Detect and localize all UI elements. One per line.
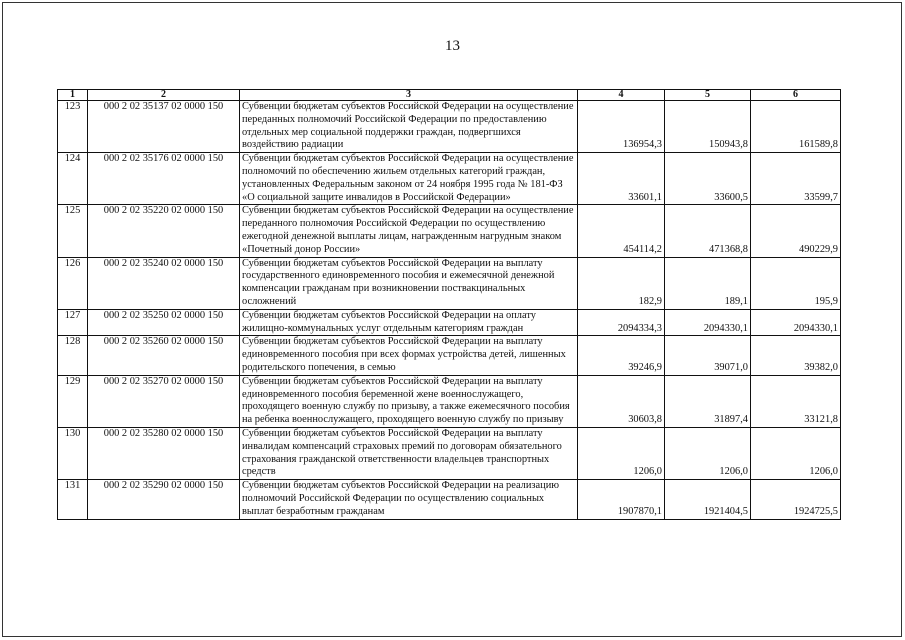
amount-col-6: 490229,9 xyxy=(751,205,841,257)
amount-col-5: 1921404,5 xyxy=(665,480,751,519)
budget-code: 000 2 02 35176 02 0000 150 xyxy=(88,153,240,205)
column-header: 1 xyxy=(58,90,88,101)
amount-col-6: 195,9 xyxy=(751,257,841,309)
row-number: 130 xyxy=(58,427,88,479)
table-row xyxy=(58,336,841,375)
amount-col-5: 33600,5 xyxy=(665,153,751,205)
table-row xyxy=(58,375,841,427)
page-number: 13 xyxy=(445,38,460,54)
amount-col-5: 31897,4 xyxy=(665,375,751,427)
amount-col-4: 454114,2 xyxy=(578,205,665,257)
row-number: 129 xyxy=(58,375,88,427)
table-row xyxy=(58,101,841,153)
amount-col-5: 471368,8 xyxy=(665,205,751,257)
row-number: 127 xyxy=(58,309,88,336)
budget-table xyxy=(57,89,841,520)
budget-code: 000 2 02 35220 02 0000 150 xyxy=(88,205,240,257)
row-number: 125 xyxy=(58,205,88,257)
amount-col-5: 1206,0 xyxy=(665,427,751,479)
amount-col-4: 136954,3 xyxy=(578,101,665,153)
amount-col-5: 150943,8 xyxy=(665,101,751,153)
budget-code: 000 2 02 35250 02 0000 150 xyxy=(88,309,240,336)
row-number: 123 xyxy=(58,101,88,153)
row-number: 126 xyxy=(58,257,88,309)
revenue-name: Субвенции бюджетам субъектов Российской Федерации на осуществление переданного полномочия Российской Федерации по осуществлению ежегодной денежной выплаты лицам, награжденным нагрудным знаком «Почетный донор России» xyxy=(240,205,578,257)
amount-col-4: 2094334,3 xyxy=(578,309,665,336)
amount-col-5: 189,1 xyxy=(665,257,751,309)
amount-col-4: 182,9 xyxy=(578,257,665,309)
column-header: 5 xyxy=(665,90,751,101)
amount-col-6: 1206,0 xyxy=(751,427,841,479)
amount-col-6: 1924725,5 xyxy=(751,480,841,519)
amount-col-4: 33601,1 xyxy=(578,153,665,205)
table-row xyxy=(58,427,841,479)
budget-code: 000 2 02 35260 02 0000 150 xyxy=(88,336,240,375)
column-header: 4 xyxy=(578,90,665,101)
amount-col-6: 161589,8 xyxy=(751,101,841,153)
column-header: 3 xyxy=(240,90,578,101)
table-row xyxy=(58,480,841,519)
amount-col-6: 39382,0 xyxy=(751,336,841,375)
row-number: 124 xyxy=(58,153,88,205)
budget-code: 000 2 02 35137 02 0000 150 xyxy=(88,101,240,153)
amount-col-6: 33121,8 xyxy=(751,375,841,427)
column-header: 6 xyxy=(751,90,841,101)
amount-col-4: 39246,9 xyxy=(578,336,665,375)
revenue-name: Субвенции бюджетам субъектов Российской Федерации на выплату единовременного пособия беременной жене военнослужащего, проходящего военную службу по призыву, а также ежемесячного пособия на ребенка военнослужащего, проходящего военную службу по призыву xyxy=(240,375,578,427)
budget-code: 000 2 02 35240 02 0000 150 xyxy=(88,257,240,309)
row-number: 128 xyxy=(58,336,88,375)
revenue-name: Субвенции бюджетам субъектов Российской Федерации на выплату государственного единовременного пособия и ежемесячной денежной компенсации гражданам при возникновении поствакцинальных осложнений xyxy=(240,257,578,309)
table-row xyxy=(58,205,841,257)
budget-code: 000 2 02 35290 02 0000 150 xyxy=(88,480,240,519)
amount-col-6: 2094330,1 xyxy=(751,309,841,336)
amount-col-6: 33599,7 xyxy=(751,153,841,205)
amount-col-4: 1907870,1 xyxy=(578,480,665,519)
budget-code: 000 2 02 35270 02 0000 150 xyxy=(88,375,240,427)
revenue-name: Субвенции бюджетам субъектов Российской Федерации на осуществление переданных полномочий Российской Федерации по предоставлению отдельных мер социальной поддержки граждан, подвергшихся воздействию радиации xyxy=(240,101,578,153)
revenue-name: Субвенции бюджетам субъектов Российской Федерации на выплату инвалидам компенсаций страховых премий по договорам обязательного страхования гражданской ответственности владельцев транспортных средств xyxy=(240,427,578,479)
table-header-row xyxy=(58,90,841,101)
amount-col-4: 30603,8 xyxy=(578,375,665,427)
revenue-name: Субвенции бюджетам субъектов Российской Федерации на осуществление полномочий по обеспечению жильем отдельных категорий граждан, установленных Федеральным законом от 24 ноября 1995 года № 181-ФЗ «О социальной защите инвалидов в Российской Федерации» xyxy=(240,153,578,205)
column-header: 2 xyxy=(88,90,240,101)
amount-col-4: 1206,0 xyxy=(578,427,665,479)
amount-col-5: 39071,0 xyxy=(665,336,751,375)
budget-code: 000 2 02 35280 02 0000 150 xyxy=(88,427,240,479)
revenue-name: Субвенции бюджетам субъектов Российской Федерации на реализацию полномочий Российской Федерации по осуществлению социальных выплат безработным гражданам xyxy=(240,480,578,519)
revenue-name: Субвенции бюджетам субъектов Российской Федерации на оплату жилищно-коммунальных услуг отдельным категориям граждан xyxy=(240,309,578,336)
row-number: 131 xyxy=(58,480,88,519)
table-row xyxy=(58,153,841,205)
revenue-name: Субвенции бюджетам субъектов Российской Федерации на выплату единовременного пособия при всех формах устройства детей, лишенных родительского попечения, в семью xyxy=(240,336,578,375)
table-row xyxy=(58,257,841,309)
amount-col-5: 2094330,1 xyxy=(665,309,751,336)
table-row xyxy=(58,309,841,336)
